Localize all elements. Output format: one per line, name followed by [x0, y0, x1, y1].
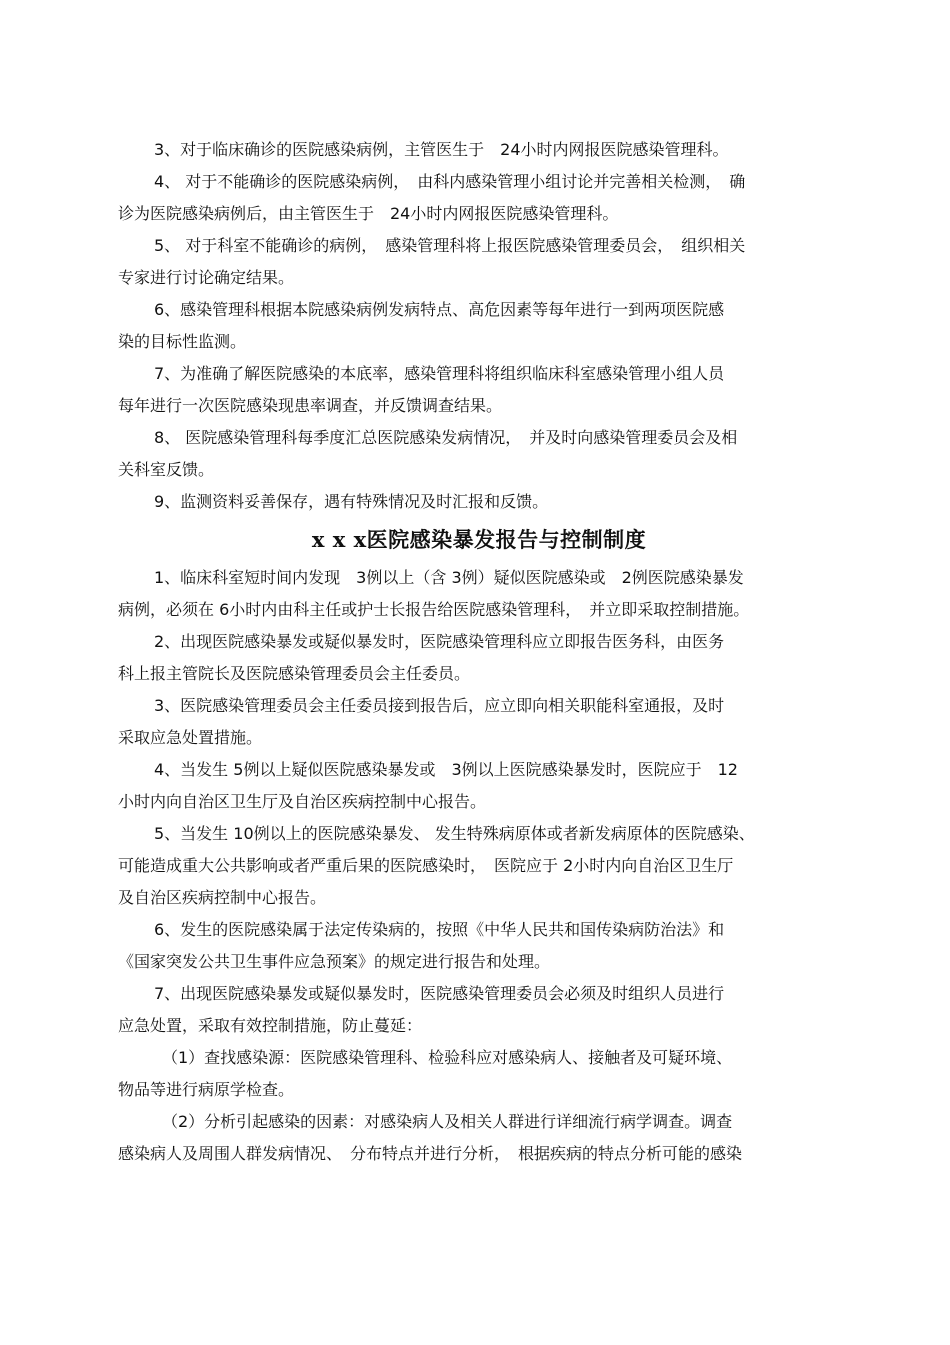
paragraph-1 [118, 562, 840, 626]
paragraph-line: 感染病人及周围人群发病情况、 分布特点并进行分析， 根据疾病的特点分析可能的感染 [118, 1144, 743, 1163]
paragraph-6 [118, 294, 840, 358]
paragraph-line: 物品等进行病原学检查。 [118, 1080, 295, 1099]
paragraph-line: 关科室反馈。 [118, 460, 215, 479]
paragraph-line: 诊为医院感染病例后，由主管医生于 24小时内网报医院感染管理科。 [118, 204, 619, 223]
paragraph-line: 2、出现医院感染暴发或疑似暴发时，医院感染管理科应立即报告医务科，由医务 [154, 632, 725, 651]
paragraph-4 [118, 754, 840, 818]
paragraph-8 [118, 422, 840, 486]
section-outbreak-rules [118, 562, 840, 1170]
paragraph-line: 3、对于临床确诊的医院感染病例，主管医生于 24小时内网报医院感染管理科。 [154, 140, 729, 159]
paragraph-5 [118, 230, 840, 294]
paragraph-line: 科上报主管院长及医院感染管理委员会主任委员。 [118, 664, 471, 683]
sub-paragraph-2 [118, 1106, 840, 1170]
paragraph-line: 染的目标性监测。 [118, 332, 247, 351]
paragraph-7 [118, 978, 840, 1042]
paragraph-line: 专家进行讨论确定结果。 [118, 268, 295, 287]
paragraph-line: 9、监测资料妥善保存，遇有特殊情况及时汇报和反馈。 [154, 492, 549, 511]
paragraph-line: （1）查找感染源：医院感染管理科、检验科应对感染病人、接触者及可疑环境、 [162, 1048, 733, 1067]
paragraph-line: 4、 对于不能确诊的医院感染病例， 由科内感染管理小组讨论并完善相关检测， 确 [154, 172, 746, 191]
paragraph-line: 5、 对于科室不能确诊的病例， 感染管理科将上报医院感染管理委员会， 组织相关 [154, 236, 746, 255]
paragraph-6 [118, 914, 840, 978]
paragraph-line: 5、当发生 10例以上的医院感染暴发、 发生特殊病原体或者新发病原体的医院感染、 [154, 824, 755, 843]
section-title: x x x医院感染暴发报告与控制制度 [311, 527, 647, 552]
paragraph-line: 病例，必须在 6小时内由科主任或护士长报告给医院感染管理科， 并立即采取控制措施。 [118, 600, 750, 619]
paragraph-line: 小时内向自治区卫生厅及自治区疾病控制中心报告。 [118, 792, 487, 811]
paragraph-line: 4、当发生 5例以上疑似医院感染暴发或 3例以上医院感染暴发时，医院应于 12 [154, 760, 738, 779]
paragraph-line: 7、出现医院感染暴发或疑似暴发时，医院感染管理委员会必须及时组织人员进行 [154, 984, 725, 1003]
document-body [118, 134, 840, 1170]
paragraph-line: 7、为准确了解医院感染的本底率，感染管理科将组织临床科室感染管理小组人员 [154, 364, 725, 383]
paragraph-line: 及自治区疾病控制中心报告。 [118, 888, 327, 907]
sub-paragraph-1 [118, 1042, 840, 1106]
paragraph-line: 每年进行一次医院感染现患率调查，并反馈调查结果。 [118, 396, 503, 415]
paragraph-line: 6、感染管理科根据本院感染病例发病特点、高危因素等每年进行一到两项医院感 [154, 300, 725, 319]
paragraph-line: 6、发生的医院感染属于法定传染病的，按照《中华人民共和国传染病防治法》和 [154, 920, 725, 939]
paragraph-line: 3、医院感染管理委员会主任委员接到报告后，应立即向相关职能科室通报，及时 [154, 696, 725, 715]
paragraph-line: 采取应急处置措施。 [118, 728, 263, 747]
paragraph-5 [118, 818, 840, 914]
paragraph-3 [118, 690, 840, 754]
paragraph-line: （2）分析引起感染的因素：对感染病人及相关人群进行详细流行病学调查。调查 [162, 1112, 733, 1131]
paragraph-line: 1、临床科室短时间内发现 3例以上（含 3例）疑似医院感染或 2例医院感染暴发 [154, 568, 744, 587]
paragraph-3 [118, 134, 840, 166]
paragraph-7 [118, 358, 840, 422]
paragraph-9 [118, 486, 840, 518]
section-monitoring-rules [118, 134, 840, 518]
paragraph-line: 8、 医院感染管理科每季度汇总医院感染发病情况， 并及时向感染管理委员会及相 [154, 428, 738, 447]
paragraph-line: 可能造成重大公共影响或者严重后果的医院感染时， 医院应于 2小时内向自治区卫生厅 [118, 856, 734, 875]
paragraph-4 [118, 166, 840, 230]
paragraph-2 [118, 626, 840, 690]
paragraph-line: 《国家突发公共卫生事件应急预案》的规定进行报告和处理。 [118, 952, 551, 971]
paragraph-line: 应急处置，采取有效控制措施，防止蔓延： [118, 1016, 423, 1035]
